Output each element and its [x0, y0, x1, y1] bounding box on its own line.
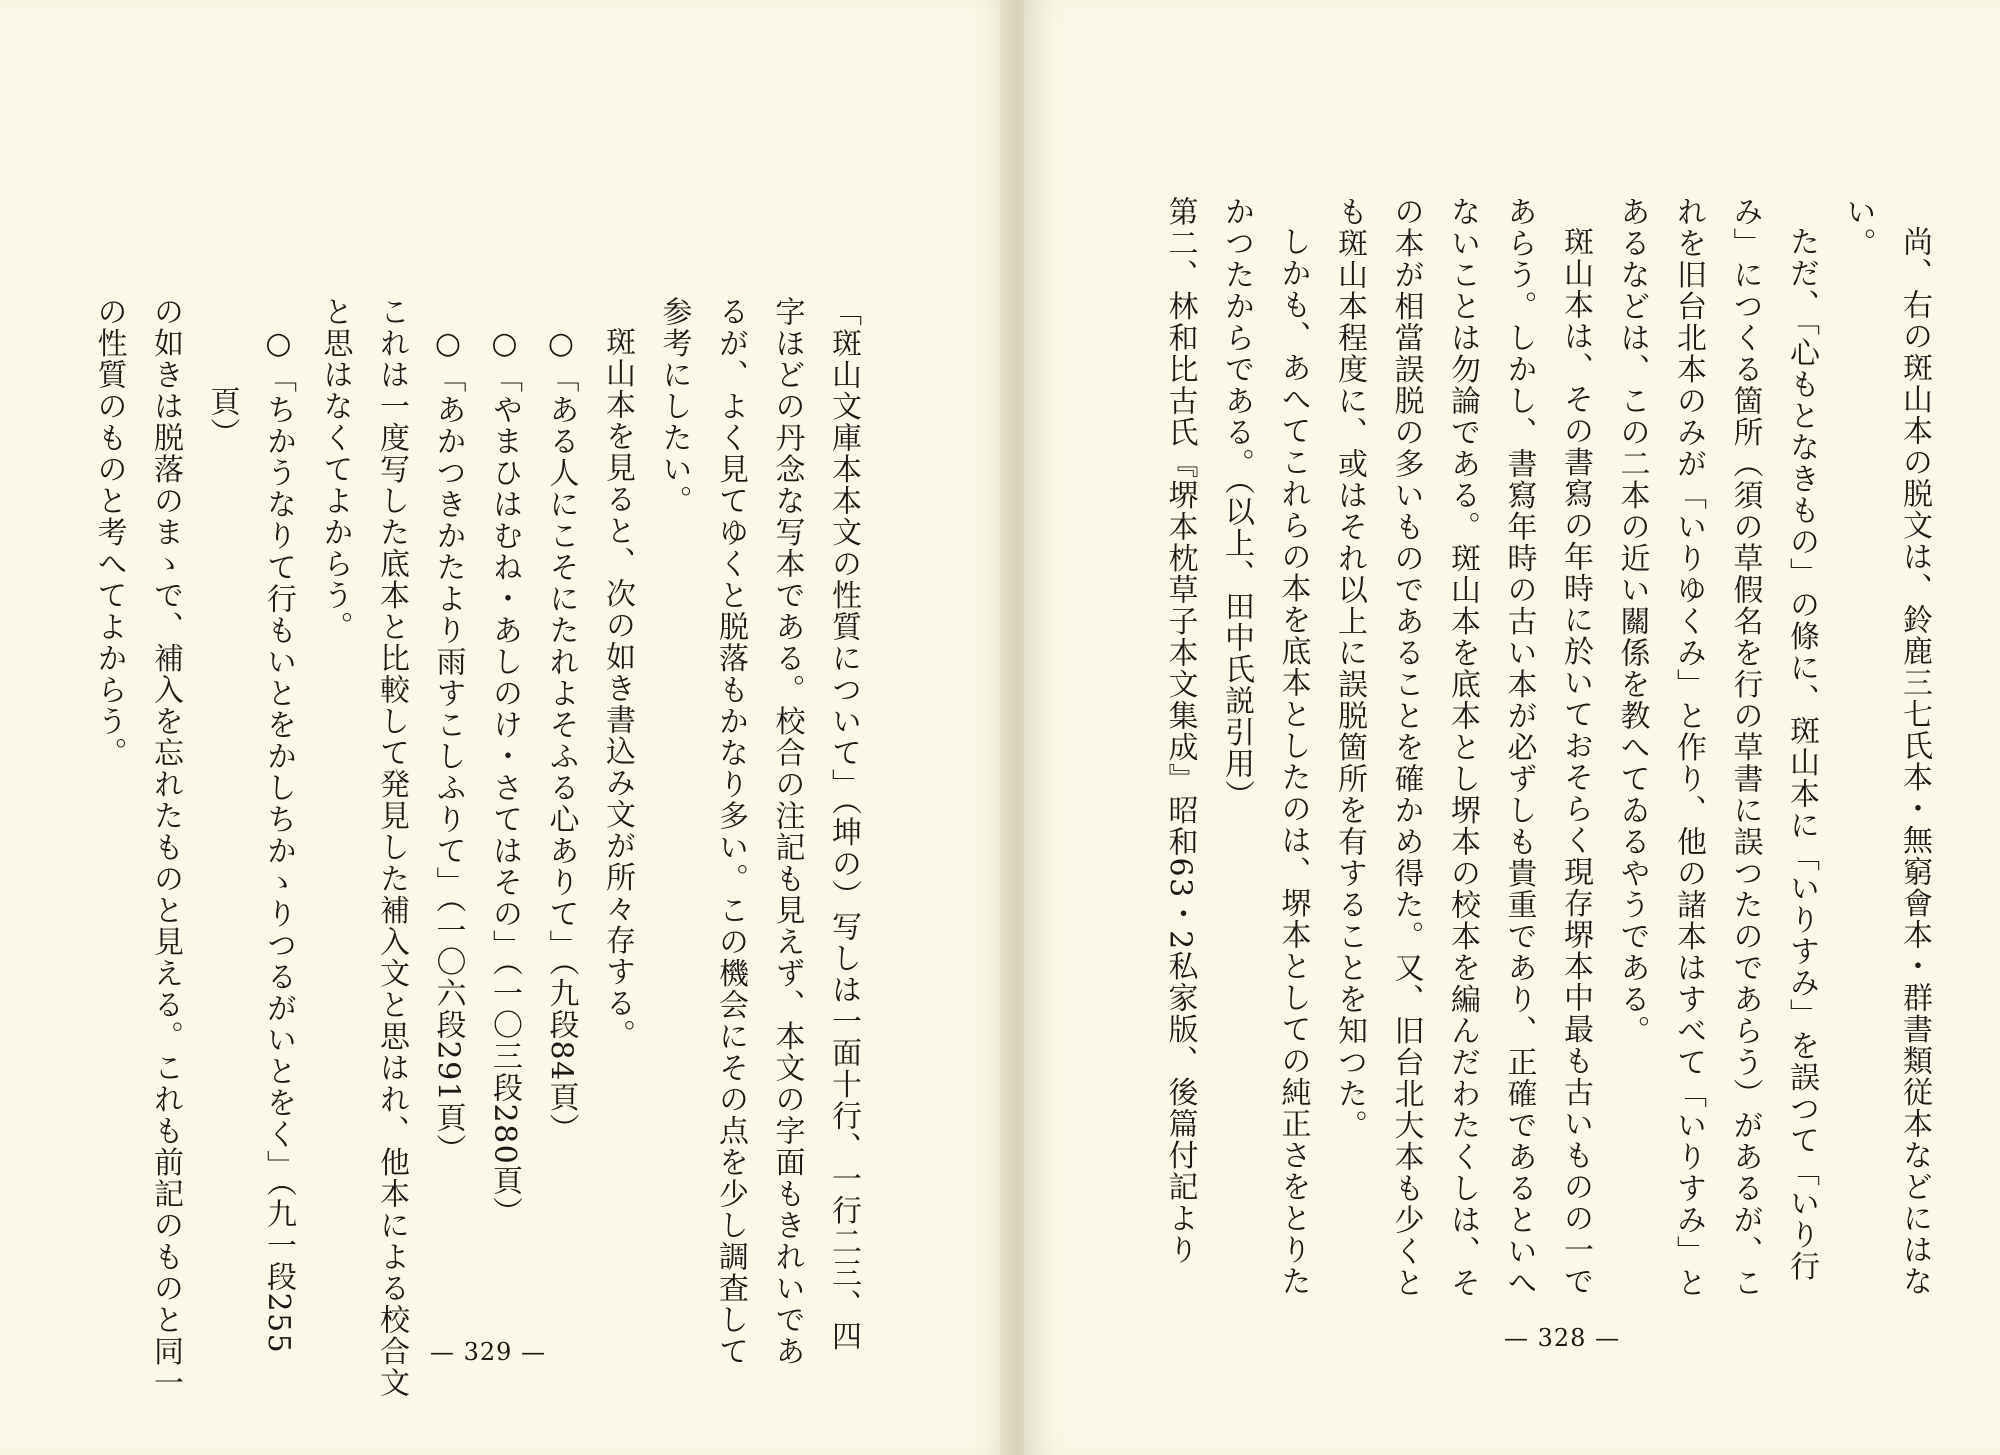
text-line: これは一度写した底本と比較して発見した補入文と思はれ、他本による校合文 [374, 296, 409, 1399]
text-line: しかも、あへてこれらの本を底本としたのは、堺本としての純正さをとりた [1275, 226, 1311, 1297]
text-line: 頁） [204, 386, 240, 449]
right-page-text [1151, 196, 1942, 1299]
text-line: の本が相當誤脱の多いものであることを確かめ得た。又、旧台北大本も少くと [1388, 196, 1424, 1299]
text-line: も斑山本程度に、或はそれ以上に誤脱箇所を有することを知つた。 [1332, 196, 1367, 1141]
page-number: — 328 — [1504, 1324, 1621, 1352]
text-line: 参考にしたい。 [656, 296, 692, 517]
text-line: の如きは脱落のまゝで、補入を忘れたものと見える。これも前記のものと同一 [148, 296, 183, 1399]
text-line: ないことは勿論である。斑山本を底本とし堺本の校本を編んだわたくしは、そ [1445, 196, 1480, 1299]
text-line: 「斑山文庫本本文の性質について」（坤の）写しは一面十行、一行二三、四 [826, 296, 861, 1352]
text-line: み」につくる箇所（須の草假名を行の草書に誤つたのであらう）があるが、こ [1727, 196, 1763, 1299]
text-line: ○「あかつきかたより雨すこしふりて」（一〇六段291頁） [430, 326, 466, 1166]
text-line: い。 [1840, 196, 1876, 259]
text-line: ただ、「心もとなきもの」の條に、斑山本に「いりすみ」を誤つて「いり行 [1784, 226, 1819, 1282]
text-line: るが、よく見てゆくと脱落もかなり多い。この機会にその点を少し調査して [713, 296, 748, 1367]
text-line: 斑山本は、その書寫の年時に於いておそらく現存堺本中最も古いものの一で [1558, 226, 1593, 1297]
right-page [1024, 0, 2000, 1455]
text-line: 尚、右の斑山本の脱文は、鈴鹿三七氏本・無窮會本・群書類従本などにはな [1897, 226, 1932, 1297]
text-line: ○「やまひはむね・あしのけ・さてはその」（一〇三段280頁） [487, 326, 522, 1229]
text-line: れを旧台北本のみが「いりゆくみ」と作り、他の諸本はすべて「いりすみ」と [1671, 196, 1706, 1299]
text-line: あるなどは、この二本の近い關係を教へてゐるやうである。 [1614, 196, 1650, 1047]
text-line: あらう。しかし、書寫年時の古い本が必ずしも貴重であり、正確であるといへ [1501, 196, 1537, 1299]
text-line: かつたからである。（以上、田中氏説引用） [1219, 196, 1254, 811]
text-line: の性質のものと考へてよからう。 [91, 296, 127, 769]
page-number: — 329 — [430, 1338, 547, 1366]
text-line: と思はなくてよからう。 [317, 296, 353, 643]
text-line: ○「ちかうなりて行もいとをかしちかゝりつるがいとをく」（九一段255 [261, 326, 296, 1355]
text-line: 斑山本を見ると、次の如き書込み文が所々存する。 [600, 326, 635, 1051]
text-line: 字ほどの丹念な写本である。校合の注記も見えず、本文の字面もきれいであ [769, 296, 805, 1367]
text-line: ○「ある人にこそにたれよそふる心ありて」（九段84頁） [543, 326, 579, 1145]
section-heading: 第二、林和比古氏『堺本枕草子本文集成』昭和63・2私家版、後篇付記より [1162, 196, 1198, 1266]
